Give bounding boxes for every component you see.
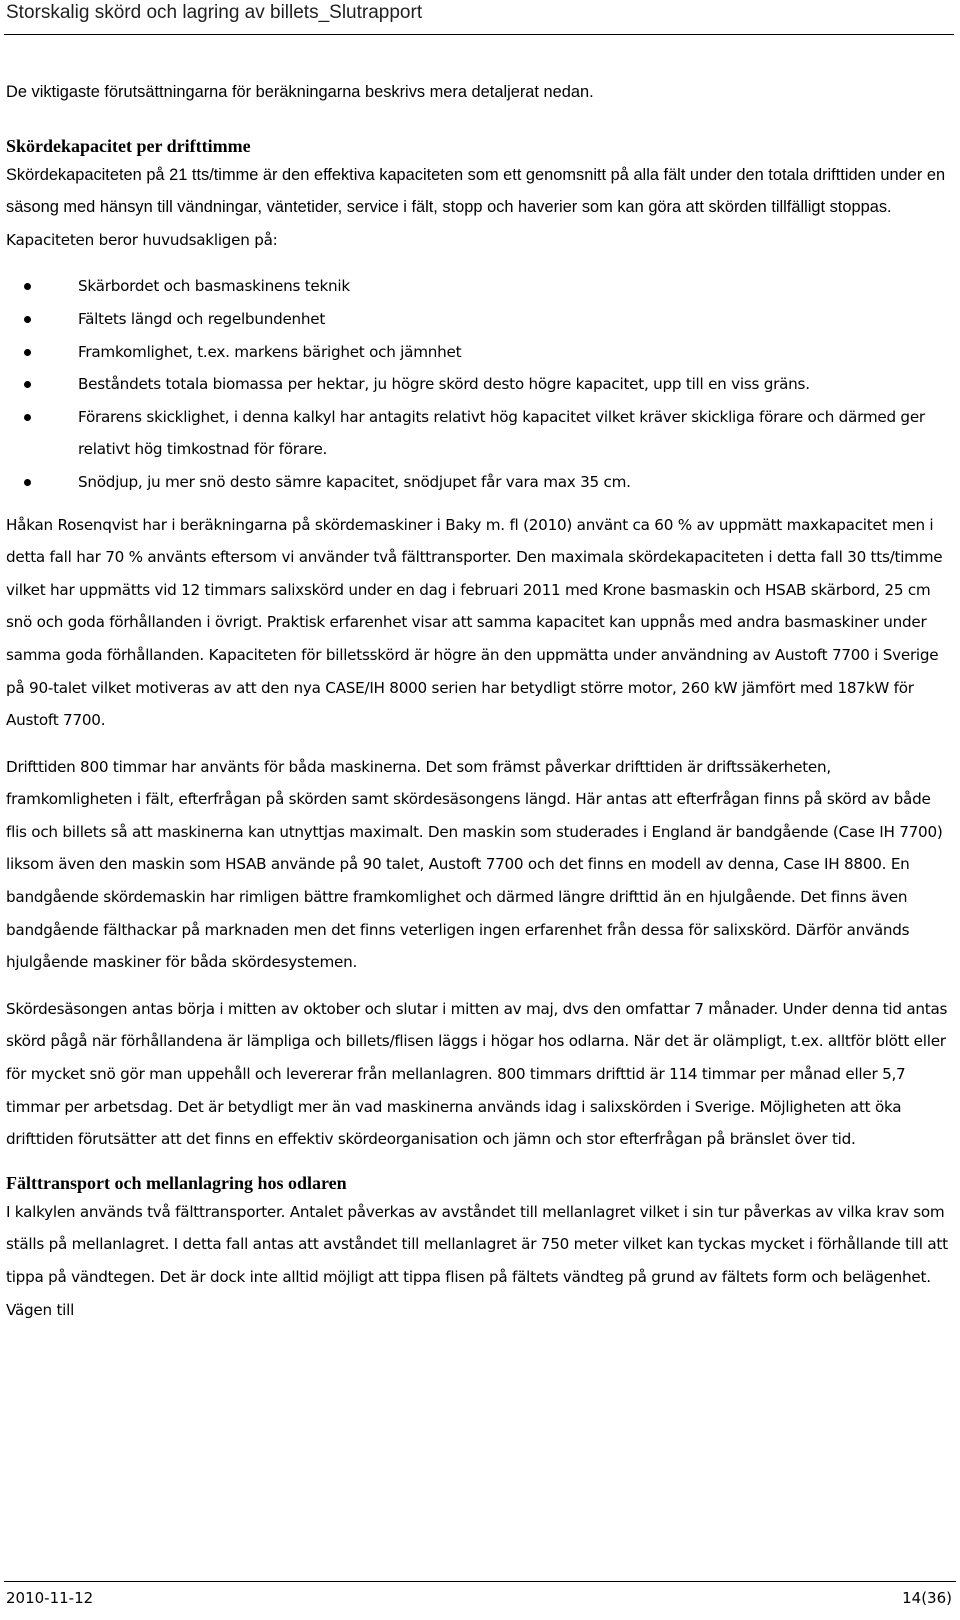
header-rule [4, 34, 954, 35]
capacity-factors-list [6, 270, 948, 498]
list-item [6, 270, 948, 303]
harvest-season-paragraph: Skördesäsongen antas börja i mitten av oktober och slutar i mitten av maj, dvs den omfattar 7 månader. Under denna tid antas skörd pågå när förhållandena är lämpliga och billets/flisen läggs i högar hos odlarna. När det är olämpligt, t.ex. alltför blött eller för mycket snö gör man uppehåll och levererar från mellanlagren. 800 timmars drifttid är 114 timmar per månad eller 5,7 timmar per arbetsdag. Det är betydligt mer än vad maskinerna används idag i salixskörden i Sverige. Möjligheten att öka drifttiden förutsätter att det finns en effektiv skördeorganisation och jämn och stor efterfrågan på bränslet över tid. [6, 999, 948, 1149]
capacity-text-arial: Skördekapaciteten på 21 tts/timme är den effektiva kapaciteten som ett genomsnitt på alla fält under den totala drifttiden under en säsong med hänsyn till vändningar, väntetider, service i fält, stopp och haverier som kan göra att skörden tillfälligt stoppas. [6, 165, 946, 217]
capacity-text-calibri: Kapaciteten beror huvudsakligen på: [6, 230, 278, 249]
section-heading-capacity: Skördekapacitet per drifttimme [6, 135, 251, 156]
list-item [6, 303, 948, 336]
max-capacity-paragraph: Håkan Rosenqvist har i beräkningarna på skördemaskiner i Baky m. fl (2010) använt ca 60 % av uppmätt maxkapacitet men i detta fall har 70 % använts eftersom vi använder två fälttransporter. Den maximala skördekapaciteten i detta fall 30 tts/timme vilket har uppmätts vid 12 timmars salixskörd under en dag i februari 2011 med Krone basmaskin och HSAB skärbord, 25 cm snö och goda förhållanden i övrigt. Praktisk erfarenhet visar att samma kapacitet kan uppnås med andra basmaskiner under samma goda förhållanden. Kapaciteten för billetsskörd är högre än den uppmätta under användning av Austoft 7700 i Sverige på 90-talet vilket motiveras av att den nya CASE/IH 8000 serien har betydligt större motor, 260 kW jämfört med 187kW för Austoft 7700. [6, 515, 943, 730]
bullet-icon [24, 316, 31, 323]
list-item-text: Beståndets totala biomassa per hektar, ju högre skörd desto högre kapacitet, upp till en viss gräns. [78, 375, 810, 394]
list-item-text: Snödjup, ju mer snö desto sämre kapacitet, snödjupet får vara max 35 cm. [78, 472, 631, 491]
footer-rule [4, 1581, 956, 1582]
list-item-text: Fältets längd och regelbundenhet [78, 309, 326, 328]
operating-time-paragraph: Drifttiden 800 timmar har använts för båda maskinerna. Det som främst påverkar drifttiden är driftssäkerheten, framkomligheten i fält, efterfrågan på skörden samt skördesäsongens längd. Här antas att efterfrågan finns på skörd av både flis och billets så att maskinerna kan utnyttjas maximalt. Den maskin som studerades i England är bandgående (Case IH 7700) liksom även den maskin som HSAB använde på 90 talet, Austoft 7700 och det finns en modell av denna, Case IH 8800. En bandgående skördemaskin har rimligen bättre framkomlighet och därmed längre drifttid än en hjulgående. Det finns även bandgående fälthackar på marknaden men det finns veterligen ingen erfarenhet från dessa för salixskörd. Därför används hjulgående maskiner för båda skördesystemen. [6, 757, 943, 972]
list-item [6, 368, 948, 401]
list-item-text: Skärbordet och basmaskinens teknik [78, 277, 350, 296]
bullet-icon [24, 479, 31, 486]
list-item [6, 401, 948, 466]
list-item-text: Framkomlighet, t.ex. markens bärighet och jämnhet [78, 342, 462, 361]
bullet-icon [24, 283, 31, 290]
list-item [6, 336, 948, 369]
capacity-paragraph [6, 159, 948, 257]
list-item [6, 466, 948, 499]
intro-paragraph: De viktigaste förutsättningarna för beräkningarna beskrivs mera detaljerat nedan. [6, 83, 594, 101]
page-content [6, 76, 948, 1326]
page-footer [6, 1583, 952, 1613]
running-header: Storskalig skörd och lagring av billets_Slutrapport [6, 2, 423, 23]
bullet-icon [24, 349, 31, 356]
footer-date: 2010-11-12 [6, 1589, 94, 1607]
section-heading-transport: Fälttransport och mellanlagring hos odlaren [6, 1172, 347, 1193]
bullet-icon [24, 414, 31, 421]
transport-paragraph: I kalkylen används två fälttransporter. Antalet påverkas av avståndet till mellanlagret vilket i sin tur påverkas av vilka krav som ställs på mellanlagret. I detta fall antas att avståndet till mellanlagret är 750 meter vilket kan tyckas mycket i förhållande till att tippa på vändtegen. Det är dock inte alltid möjligt att tippa flisen på fältets vändteg på grund av fältets form och belägenhet. Vägen till [6, 1202, 948, 1319]
bullet-icon [24, 381, 31, 388]
list-item-text: Förarens skicklighet, i denna kalkyl har antagits relativt hög kapacitet vilket kräver skickliga förare och därmed ger relativt hög timkostnad för förare. [78, 407, 925, 459]
page-number: 14(36) [902, 1589, 952, 1607]
